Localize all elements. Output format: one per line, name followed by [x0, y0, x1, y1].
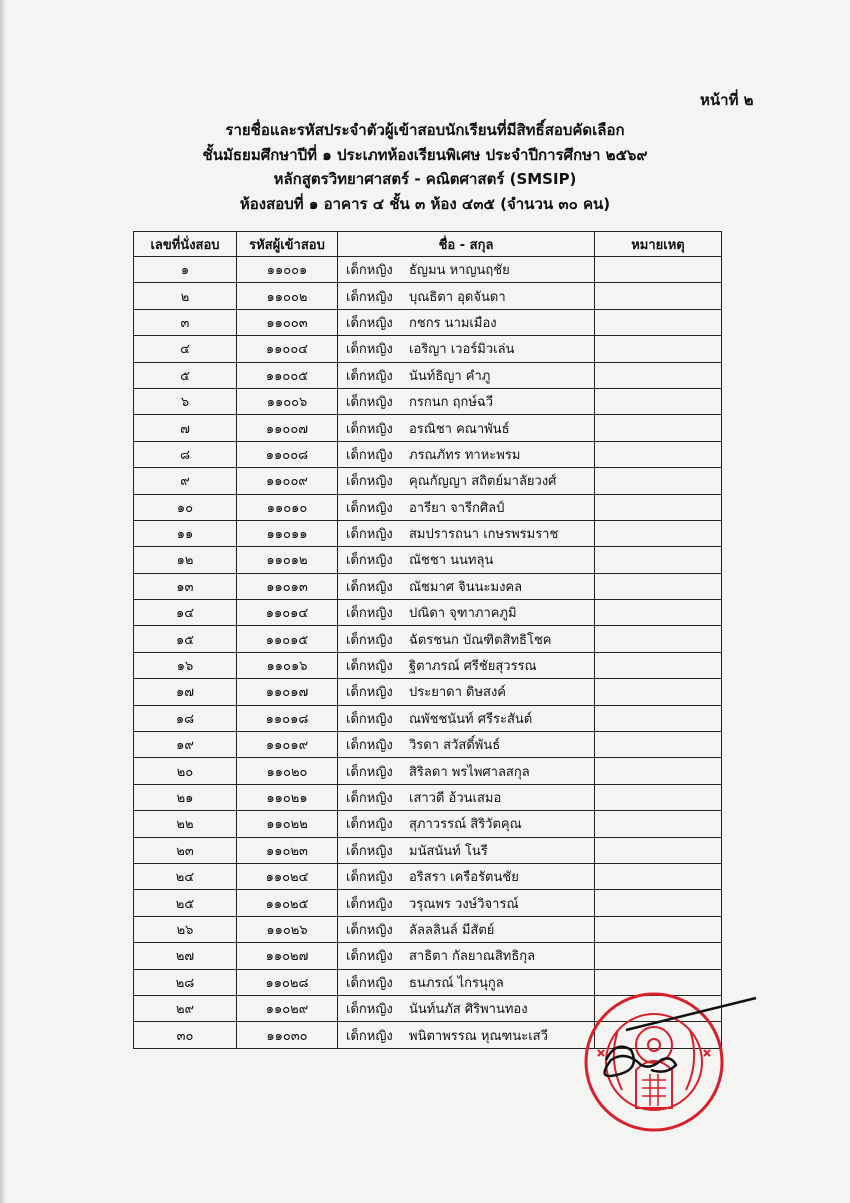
student-name-cell — [338, 811, 595, 837]
student-name: อารียา จารีกศิลป์ — [409, 500, 505, 516]
table-row — [134, 494, 722, 520]
student-name-cell — [338, 573, 595, 599]
name-prefix: เด็กหญิง — [346, 791, 393, 806]
student-name: ประยาดา ดิษสงค์ — [409, 685, 506, 701]
note — [595, 336, 722, 362]
name-prefix: เด็กหญิง — [346, 949, 393, 965]
student-name-cell — [338, 705, 595, 731]
seat-number: ๗ — [134, 415, 237, 441]
name-prefix: เด็กหญิง — [346, 896, 393, 912]
table-row — [134, 626, 722, 652]
seat-number: ๓๐ — [134, 1022, 237, 1048]
name-prefix: เด็กหญิง — [346, 553, 393, 569]
student-name: บุณธิตา อุดจันดา — [409, 289, 506, 305]
table-row — [134, 520, 722, 546]
seat-number: ๕ — [134, 362, 237, 388]
note — [595, 494, 722, 520]
note — [595, 362, 722, 388]
table-row — [134, 784, 722, 810]
seat-number: ๒๓ — [134, 837, 237, 863]
exam-code: ๑๑๐๒๙ — [237, 995, 338, 1021]
name-prefix: เด็กหญิง — [346, 975, 393, 991]
student-name-cell — [338, 679, 595, 705]
exam-code: ๑๑๐๑๗ — [237, 679, 338, 705]
note — [595, 863, 722, 889]
exam-code: ๑๑๐๒๘ — [237, 969, 338, 995]
note — [595, 441, 722, 467]
exam-code: ๑๑๐๐๖ — [237, 388, 338, 414]
exam-code: ๑๑๐๑๙ — [237, 732, 338, 758]
table-row — [134, 468, 722, 494]
note — [595, 916, 722, 942]
student-name-cell — [338, 784, 595, 810]
note — [595, 811, 722, 837]
table-row — [134, 732, 722, 758]
student-name: ณัชชา นนทลุน — [409, 553, 494, 569]
table-row — [134, 679, 722, 705]
table-row — [134, 257, 722, 283]
student-name: อริสรา เครือรัตนชัย — [409, 870, 519, 886]
exam-code: ๑๑๐๑๔ — [237, 600, 338, 626]
table-row — [134, 652, 722, 678]
note — [595, 257, 722, 283]
student-name: ธนภรณ์ ไกรนุกูล — [409, 975, 504, 991]
student-name-cell — [338, 916, 595, 942]
title-line: ชั้นมัธยมศึกษาปีที่ ๑ ประเภทห้องเรียนพิเศษ ประจำปีการศึกษา ๒๕๖๙ — [202, 145, 648, 164]
student-name-cell — [338, 494, 595, 520]
student-name-cell — [338, 362, 595, 388]
name-prefix: เด็กหญิง — [346, 500, 393, 516]
student-name: อรณิชา คณาพันธ์ — [409, 421, 510, 437]
student-name-cell — [338, 388, 595, 414]
seat-number: ๑๒ — [134, 547, 237, 573]
note — [595, 626, 722, 652]
header-seat: เลขที่นั่งสอบ — [134, 232, 237, 257]
signature — [605, 998, 756, 1076]
table-row — [134, 415, 722, 441]
header-code: รหัสผู้เข้าสอบ — [237, 232, 338, 257]
exam-code: ๑๑๐๑๑ — [237, 520, 338, 546]
student-table — [133, 231, 722, 1049]
exam-code: ๑๑๐๑๓ — [237, 573, 338, 599]
seat-number: ๑๗ — [134, 679, 237, 705]
student-name: นันท์นภัส ศิริพานทอง — [409, 1002, 528, 1018]
name-prefix: เด็กหญิง — [346, 395, 393, 411]
title-line: หลักสูตรวิทยาศาสตร์ - คณิตศาสตร์ (SMSIP) — [273, 170, 577, 188]
seat-number: ๑๑ — [134, 520, 237, 546]
name-prefix: เด็กหญิง — [346, 817, 393, 833]
note — [595, 890, 722, 916]
table-row — [134, 283, 722, 309]
seat-number: ๒๑ — [134, 784, 237, 810]
name-prefix: เด็กหญิง — [346, 1002, 393, 1018]
student-name-cell — [338, 626, 595, 652]
student-name: สมปรารถนา เกษรพรมราช — [409, 527, 559, 543]
header-note: หมายเหตุ — [595, 232, 722, 257]
student-name: วิรดา สวัสดิ์พันธ์ — [409, 738, 501, 754]
student-name: เสาวดี อ้วนเสมอ — [409, 791, 502, 806]
name-prefix: เด็กหญิง — [346, 368, 393, 384]
title-line: รายชื่อและรหัสประจำตัวผู้เข้าสอบนักเรียนที่มีสิทธิ์สอบคัดเลือก — [225, 121, 625, 139]
name-prefix: เด็กหญิง — [346, 263, 393, 279]
table-row — [134, 600, 722, 626]
student-name: ณพัชชนันท์ ศรีระสันต์ — [409, 711, 533, 727]
student-name-cell — [338, 415, 595, 441]
student-name: ธัญมน หาญนฤชัย — [409, 263, 510, 279]
note — [595, 652, 722, 678]
student-name-cell — [338, 441, 595, 467]
note — [595, 309, 722, 335]
exam-code: ๑๑๐๒๕ — [237, 890, 338, 916]
exam-code: ๑๑๐๑๕ — [237, 626, 338, 652]
exam-code: ๑๑๐๒๖ — [237, 916, 338, 942]
exam-code: ๑๑๐๐๒ — [237, 283, 338, 309]
table-row — [134, 441, 722, 467]
seat-number: ๓ — [134, 309, 237, 335]
note — [595, 837, 722, 863]
table-row — [134, 705, 722, 731]
note — [595, 573, 722, 599]
exam-code: ๑๑๐๐๓ — [237, 309, 338, 335]
student-name-cell — [338, 837, 595, 863]
note — [595, 600, 722, 626]
seat-number: ๒๔ — [134, 863, 237, 889]
seat-number: ๑๔ — [134, 600, 237, 626]
exam-code: ๑๑๐๐๙ — [237, 468, 338, 494]
student-name: คุณกัญญา สถิตย์มาลัยวงศ์ — [409, 474, 557, 490]
student-name: ลัลลลินล์ มีสัตย์ — [409, 922, 495, 938]
seat-number: ๘ — [134, 441, 237, 467]
note — [595, 758, 722, 784]
student-name: มนัสนันท์ โนรี — [409, 843, 488, 859]
page-number: หน้าที่ ๒ — [700, 91, 754, 109]
seat-number: ๙ — [134, 468, 237, 494]
note — [595, 547, 722, 573]
student-name: วรุณพร วงษ์วิจารณ์ — [409, 896, 519, 912]
exam-code: ๑๑๐๓๐ — [237, 1022, 338, 1048]
name-prefix: เด็กหญิง — [346, 764, 393, 780]
name-prefix: เด็กหญิง — [346, 315, 393, 331]
name-prefix: เด็กหญิง — [346, 421, 393, 437]
name-prefix: เด็กหญิง — [346, 922, 393, 938]
school-seal — [546, 990, 766, 1140]
table-row — [134, 573, 722, 599]
student-name: กรกนก ฤกษ์ฉวี — [409, 395, 494, 411]
student-name-cell — [338, 652, 595, 678]
student-name-cell — [338, 309, 595, 335]
note — [595, 388, 722, 414]
student-name: ปณิดา จุฑาภาคภูมิ — [409, 606, 517, 622]
name-prefix: เด็กหญิง — [346, 579, 393, 595]
name-prefix: เด็กหญิง — [346, 711, 393, 727]
name-prefix: เด็กหญิง — [346, 685, 393, 701]
seat-number: ๑๐ — [134, 494, 237, 520]
student-name: ฉัตรชนก บัณฑิตสิทธิโชค — [409, 632, 552, 648]
student-name: ฐิตาภรณ์ ศรีชัยสุวรรณ — [409, 659, 537, 675]
exam-code: ๑๑๐๐๔ — [237, 336, 338, 362]
exam-code: ๑๑๐๑๐ — [237, 494, 338, 520]
note — [595, 283, 722, 309]
student-name: สิริลดา พรไพศาลสกุล — [409, 764, 530, 780]
exam-code: ๑๑๐๒๒ — [237, 811, 338, 837]
seat-number: ๔ — [134, 336, 237, 362]
table-row — [134, 388, 722, 414]
seat-number: ๒๖ — [134, 916, 237, 942]
name-prefix: เด็กหญิง — [346, 447, 393, 463]
student-name-cell — [338, 283, 595, 309]
student-name: ณัชมาศ จินนะมงคล — [409, 579, 523, 595]
table-row — [134, 811, 722, 837]
table-row — [134, 336, 722, 362]
document-title-block — [130, 118, 720, 216]
table-row — [134, 547, 722, 573]
table-row — [134, 309, 722, 335]
seat-number: ๑๕ — [134, 626, 237, 652]
exam-code: ๑๑๐๒๗ — [237, 943, 338, 969]
seat-number: ๑๓ — [134, 573, 237, 599]
seat-number: ๒๙ — [134, 995, 237, 1021]
exam-code: ๑๑๐๑๘ — [237, 705, 338, 731]
seat-number: ๒๕ — [134, 890, 237, 916]
name-prefix: เด็กหญิง — [346, 843, 393, 859]
student-name-cell — [338, 758, 595, 784]
name-prefix: เด็กหญิง — [346, 1028, 393, 1044]
student-name: เอริญา เวอร์มิวเล่น — [409, 342, 515, 358]
student-name-cell — [338, 600, 595, 626]
student-name: ภรณภัทร ทาหะพรม — [409, 447, 521, 463]
exam-code: ๑๑๐๐๑ — [237, 257, 338, 283]
seat-number: ๒๗ — [134, 943, 237, 969]
seat-number: ๒๐ — [134, 758, 237, 784]
name-prefix: เด็กหญิง — [346, 289, 393, 305]
note — [595, 732, 722, 758]
exam-code: ๑๑๐๒๑ — [237, 784, 338, 810]
exam-code: ๑๑๐๑๖ — [237, 652, 338, 678]
note — [595, 520, 722, 546]
student-name: พนิตาพรรณ หุณฑนะเสวี — [409, 1028, 548, 1044]
student-name-cell — [338, 257, 595, 283]
exam-code: ๑๑๐๒๔ — [237, 863, 338, 889]
note — [595, 784, 722, 810]
student-name-cell — [338, 732, 595, 758]
seal-gate — [636, 1061, 672, 1108]
table-row — [134, 943, 722, 969]
table-row — [134, 837, 722, 863]
student-name-cell — [338, 943, 595, 969]
seat-number: ๒ — [134, 283, 237, 309]
table-row — [134, 758, 722, 784]
table-row — [134, 916, 722, 942]
student-name-cell — [338, 863, 595, 889]
exam-code: ๑๑๐๐๘ — [237, 441, 338, 467]
seat-number: ๖ — [134, 388, 237, 414]
table-row — [134, 863, 722, 889]
table-row — [134, 362, 722, 388]
name-prefix: เด็กหญิง — [346, 474, 393, 490]
seat-number: ๑๖ — [134, 652, 237, 678]
exam-code: ๑๑๐๑๒ — [237, 547, 338, 573]
student-name-cell — [338, 547, 595, 573]
scan-edge — [0, 0, 6, 1203]
name-prefix: เด็กหญิง — [346, 527, 393, 543]
name-prefix: เด็กหญิง — [346, 632, 393, 648]
student-name-cell — [338, 890, 595, 916]
title-line: ห้องสอบที่ ๑ อาคาร ๔ ชั้น ๓ ห้อง ๔๓๕ (จำนวน ๓๐ คน) — [239, 194, 611, 213]
name-prefix: เด็กหญิง — [346, 342, 393, 358]
header-name: ชื่อ - สกุล — [338, 232, 595, 257]
exam-code: ๑๑๐๐๕ — [237, 362, 338, 388]
seat-number: ๒๘ — [134, 969, 237, 995]
seat-number: ๑๘ — [134, 705, 237, 731]
student-name: นันท์ธิญา คำภู — [409, 368, 491, 384]
table-row — [134, 890, 722, 916]
exam-code: ๑๑๐๒๐ — [237, 758, 338, 784]
note — [595, 943, 722, 969]
seat-number: ๑ — [134, 257, 237, 283]
table-header-row — [134, 232, 722, 257]
student-name: กชกร นามเมือง — [409, 315, 497, 331]
note — [595, 705, 722, 731]
name-prefix: เด็กหญิง — [346, 606, 393, 622]
note — [595, 468, 722, 494]
student-name: สาธิตา กัลยาณสิทธิกุล — [409, 949, 536, 965]
seat-number: ๑๙ — [134, 732, 237, 758]
exam-code: ๑๑๐๐๗ — [237, 415, 338, 441]
name-prefix: เด็กหญิง — [346, 659, 393, 675]
student-name-cell — [338, 468, 595, 494]
note — [595, 415, 722, 441]
student-name: สุภาวรรณ์ สิริวัตคุณ — [409, 817, 522, 833]
name-prefix: เด็กหญิง — [346, 738, 393, 754]
seat-number: ๒๒ — [134, 811, 237, 837]
student-name-cell — [338, 336, 595, 362]
note — [595, 679, 722, 705]
student-name-cell — [338, 520, 595, 546]
exam-code: ๑๑๐๒๓ — [237, 837, 338, 863]
name-prefix: เด็กหญิง — [346, 870, 393, 886]
